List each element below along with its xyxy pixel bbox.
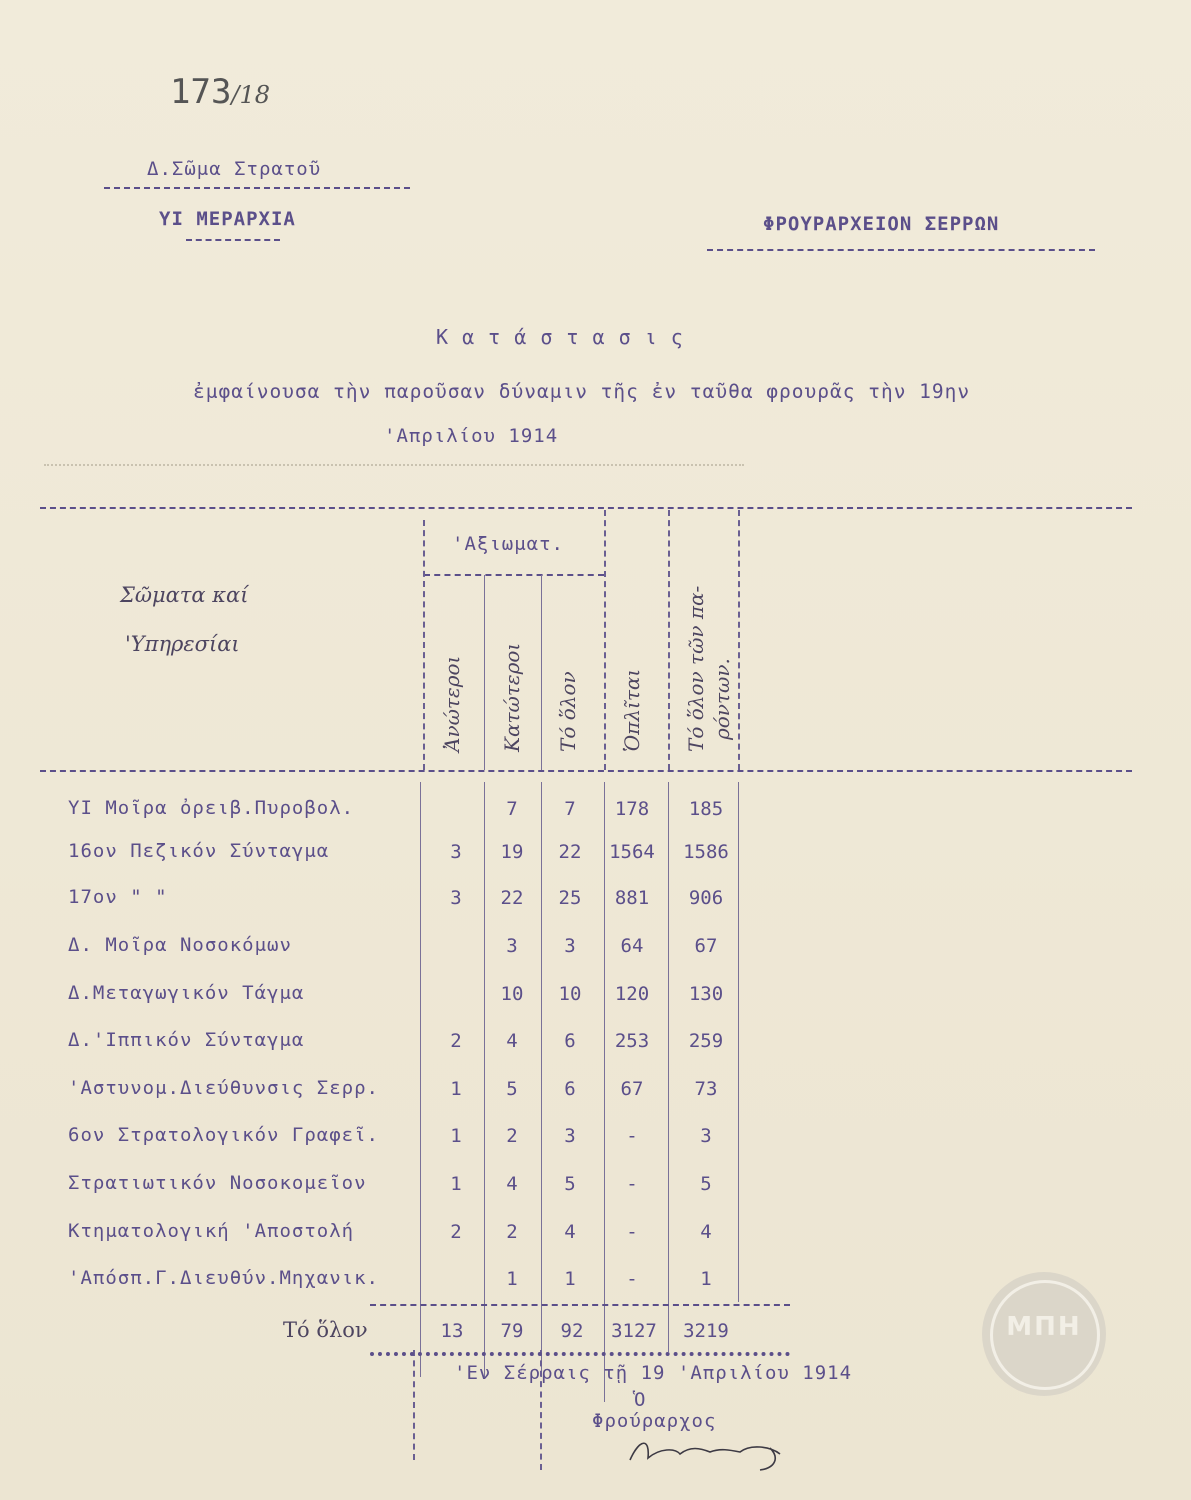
officers-group-header: 'Αξιωματ.	[452, 533, 564, 555]
cell-officers-total: 1	[564, 1268, 576, 1290]
total-present: 3219	[683, 1320, 729, 1342]
cell-junior: 19	[500, 841, 524, 863]
left-guide-line	[413, 1350, 415, 1460]
cell-present-total: 5	[700, 1173, 712, 1195]
cell-present-total: 130	[688, 983, 724, 1005]
cell-soldiers: -	[626, 1268, 638, 1290]
col-divider-4	[668, 510, 670, 770]
label-header-line2: 'Υπηρεσίαι	[125, 632, 240, 656]
signatory-role: Φρούραρχος	[592, 1410, 717, 1432]
corps-heading: Δ.Σῶμα Στρατοῦ	[147, 158, 322, 180]
cell-officers-total: 4	[564, 1221, 576, 1243]
col-divider-1	[484, 575, 485, 770]
garrison-underline	[707, 249, 1095, 251]
cell-present-total: 906	[688, 887, 724, 909]
signatory-article: Ὁ	[634, 1389, 647, 1411]
cell-junior: 22	[500, 887, 524, 909]
cell-junior: 2	[506, 1221, 518, 1243]
row-label: Στρατιωτικόν Νοσοκομεῖον	[68, 1172, 367, 1194]
cell-officers-total: 25	[558, 887, 582, 909]
total-top-rule	[370, 1304, 790, 1306]
cell-senior: 1	[450, 1078, 462, 1100]
col-header-present-total-1: Τό ὅλον τῶν πα-	[684, 585, 708, 752]
report-title: Κ α τ ά σ τ α σ ι ς	[436, 325, 684, 349]
cell-present-total: 3	[700, 1125, 712, 1147]
total-officers: 92	[560, 1320, 584, 1342]
col-divider-body-4	[668, 782, 669, 1352]
row-label: ΥΙ Μοῖρα ὀρειβ.Πυροβολ.	[68, 797, 355, 819]
report-subtitle-line2: 'Απριλίου 1914	[384, 425, 559, 447]
total-senior: 13	[440, 1320, 464, 1342]
cell-senior: 2	[450, 1030, 462, 1052]
cell-junior: 2	[506, 1125, 518, 1147]
total-soldiers: 3127	[611, 1320, 657, 1342]
col-header-junior: Κατώτεροι	[500, 642, 524, 752]
col-header-soldiers: Ὁπλῖται	[620, 668, 644, 752]
cell-officers-total: 6	[564, 1078, 576, 1100]
col-divider-body-5	[738, 782, 739, 1302]
cell-soldiers: 64	[620, 935, 644, 957]
cell-junior: 1	[506, 1268, 518, 1290]
row-label: 6ον Στρατολογικόν Γραφεῖ.	[68, 1124, 379, 1146]
cell-present-total: 73	[694, 1078, 718, 1100]
cell-officers-total: 10	[558, 983, 582, 1005]
cell-soldiers: 881	[614, 887, 650, 909]
officers-group-rule	[424, 574, 604, 576]
cell-soldiers: -	[626, 1173, 638, 1195]
cell-officers-total: 3	[564, 935, 576, 957]
total-bottom-rule	[370, 1352, 790, 1356]
place-date: 'Εν Σέρραις τῇ 19 'Απριλίου 1914	[454, 1362, 853, 1384]
table-top-rule	[40, 507, 1132, 509]
division-underline	[186, 239, 280, 241]
row-label: Δ.'Ιππικόν Σύνταγμα	[68, 1029, 305, 1051]
cell-soldiers: 178	[614, 798, 650, 820]
cell-senior: 3	[450, 841, 462, 863]
row-label: 16ον Πεζικόν Σύνταγμα	[68, 840, 330, 862]
cell-soldiers: 253	[614, 1030, 650, 1052]
col-divider-body-0	[420, 782, 421, 1377]
label-header-line1: Σῶματα καί	[120, 583, 249, 607]
cell-officers-total: 5	[564, 1173, 576, 1195]
cell-officers-total: 7	[564, 798, 576, 820]
file-number: 173/18	[170, 72, 271, 112]
col-header-officers-total: Τό ὅλον	[556, 671, 580, 752]
total-junior: 79	[500, 1320, 524, 1342]
cell-soldiers: -	[626, 1125, 638, 1147]
row-label: 'Αστυνομ.Διεύθυνσις Σερρ.	[68, 1077, 379, 1099]
corps-underline	[104, 187, 410, 189]
cell-soldiers: -	[626, 1221, 638, 1243]
row-label: Κτηματολογική 'Αποστολή	[68, 1220, 355, 1242]
archive-stamp	[982, 1272, 1106, 1396]
cell-senior: 1	[450, 1173, 462, 1195]
cell-senior: 1	[450, 1125, 462, 1147]
cell-senior: 3	[450, 887, 462, 909]
cell-present-total: 67	[694, 935, 718, 957]
stamp-letters: ΜΠΗ	[1006, 1312, 1082, 1342]
cell-junior: 10	[500, 983, 524, 1005]
cell-junior: 5	[506, 1078, 518, 1100]
cell-junior: 4	[506, 1173, 518, 1195]
col-header-present-total-2: ρόντων.	[710, 658, 734, 740]
cell-present-total: 4	[700, 1221, 712, 1243]
row-label: 'Απόσπ.Γ.Διευθύν.Μηχανικ.	[68, 1267, 379, 1289]
report-subtitle-line1: ἐμφαίνουσα τὴν παροῦσαν δύναμιν τῆς ἐν ταῦθα φρουρᾶς τὴν 19ην	[193, 380, 971, 403]
row-label: 17ον " "	[68, 886, 168, 908]
cell-soldiers: 120	[614, 983, 650, 1005]
row-label: Δ.Μεταγωγικόν Τάγμα	[68, 982, 305, 1004]
col-divider-0	[423, 520, 425, 770]
signature	[620, 1418, 790, 1478]
table-header-bottom-rule	[40, 770, 1132, 772]
file-suffix: /18	[231, 81, 271, 109]
cell-present-total: 1	[700, 1268, 712, 1290]
cell-officers-total: 22	[558, 841, 582, 863]
col-divider-2	[541, 575, 542, 770]
garrison-heading: ΦΡΟΥΡΑΡΧΕΙΟΝ ΣΕΡΡΩΝ	[763, 213, 1000, 235]
cell-present-total: 185	[688, 798, 724, 820]
division-heading: ΥΙ ΜΕΡΑΡΧΙΑ	[159, 208, 296, 230]
cell-soldiers: 1564	[609, 841, 655, 863]
cell-officers-total: 3	[564, 1125, 576, 1147]
col-divider-3	[604, 510, 606, 770]
col-divider-5	[738, 510, 740, 770]
cell-present-total: 1586	[683, 841, 729, 863]
col-header-senior: Ἀνώτεροι	[440, 655, 464, 752]
cell-junior: 3	[506, 935, 518, 957]
total-label: Τό ὅλον	[283, 1318, 368, 1342]
cell-junior: 7	[506, 798, 518, 820]
cell-junior: 4	[506, 1030, 518, 1052]
cell-soldiers: 67	[620, 1078, 644, 1100]
cell-present-total: 259	[688, 1030, 724, 1052]
row-label: Δ. Μοῖρα Νοσοκόμων	[68, 934, 292, 956]
dotted-separator	[44, 464, 744, 466]
cell-senior: 2	[450, 1221, 462, 1243]
cell-officers-total: 6	[564, 1030, 576, 1052]
